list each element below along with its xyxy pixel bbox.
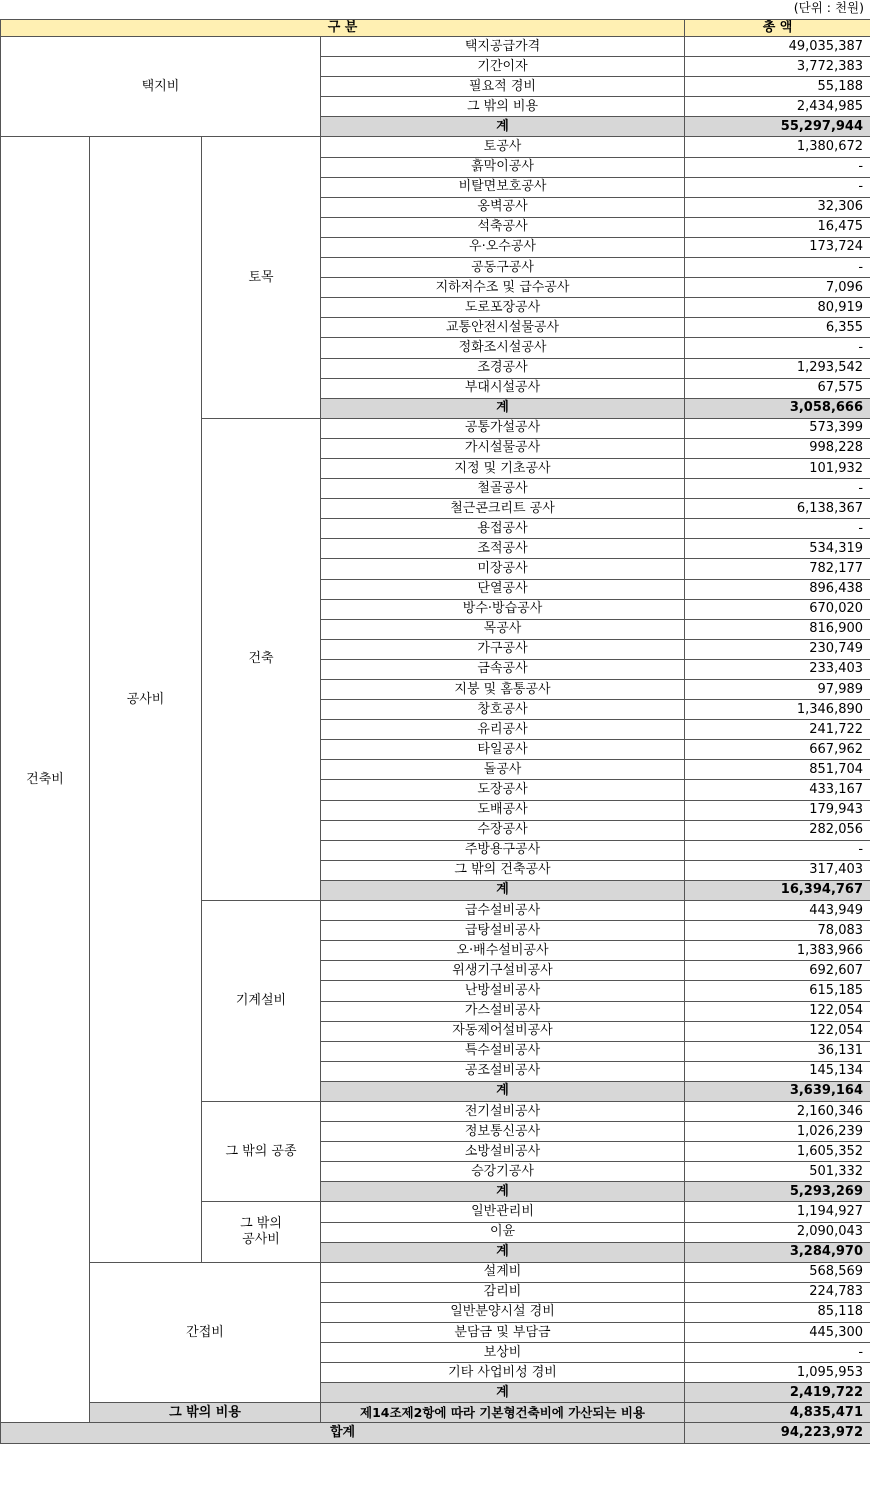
table-row: [1, 137, 870, 157]
item-name: 전기설비공사: [321, 1101, 685, 1121]
item-amount: 179,943: [685, 800, 870, 820]
item-name: 택지공급가격: [321, 37, 685, 57]
subtotal-amount: 3,639,164: [685, 1081, 870, 1101]
item-name: 목공사: [321, 619, 685, 639]
item-name: 난방설비공사: [321, 981, 685, 1001]
group-label: 기계설비: [202, 901, 321, 1102]
group-label: 건축: [202, 418, 321, 900]
item-amount: 1,605,352: [685, 1142, 870, 1162]
item-amount: 2,090,043: [685, 1222, 870, 1242]
item-name: 옹벽공사: [321, 197, 685, 217]
item-amount: 49,035,387: [685, 37, 870, 57]
item-amount: 1,026,239: [685, 1122, 870, 1142]
group-label: 그 밖의 공사비: [202, 1202, 321, 1262]
item-name: 교통안전시설물공사: [321, 318, 685, 338]
item-amount: 78,083: [685, 921, 870, 941]
subtotal-label: 계: [321, 1182, 685, 1202]
item-name: 공동구공사: [321, 258, 685, 278]
item-name: 그 밖의 건축공사: [321, 860, 685, 880]
item-name: 기간이자: [321, 57, 685, 77]
item-amount: 667,962: [685, 740, 870, 760]
item-amount: 122,054: [685, 1021, 870, 1041]
other-cost-name: 제14조제2항에 따라 기본형건축비에 가산되는 비용: [321, 1403, 685, 1423]
header-category: 구 분: [1, 20, 685, 37]
item-name: 도배공사: [321, 800, 685, 820]
item-name: 가구공사: [321, 639, 685, 659]
item-amount: 573,399: [685, 418, 870, 438]
item-amount: 1,095,953: [685, 1363, 870, 1383]
subtotal-label: 계: [321, 1081, 685, 1101]
grand-total-amount: 94,223,972: [685, 1423, 870, 1443]
group-label: 토목: [202, 137, 321, 418]
item-amount: 1,380,672: [685, 137, 870, 157]
item-name: 철근콘크리트 공사: [321, 499, 685, 519]
item-amount: 230,749: [685, 639, 870, 659]
item-name: 가스설비공사: [321, 1001, 685, 1021]
subtotal-amount: 16,394,767: [685, 880, 870, 900]
item-name: 일반분양시설 경비: [321, 1302, 685, 1322]
item-name: 수장공사: [321, 820, 685, 840]
item-amount: 501,332: [685, 1162, 870, 1182]
item-amount: 282,056: [685, 820, 870, 840]
table-row: [1, 1262, 870, 1282]
item-name: 오·배수설비공사: [321, 941, 685, 961]
item-name: 기타 사업비성 경비: [321, 1363, 685, 1383]
item-amount: 1,383,966: [685, 941, 870, 961]
subtotal-amount: 55,297,944: [685, 117, 870, 137]
item-name: 용접공사: [321, 519, 685, 539]
item-name: 공통가설공사: [321, 418, 685, 438]
item-amount: 2,160,346: [685, 1101, 870, 1121]
item-name: 지붕 및 홈통공사: [321, 680, 685, 700]
item-name: 주방용구공사: [321, 840, 685, 860]
subtotal-label: 계: [321, 1242, 685, 1262]
category-indirect: 간접비: [90, 1262, 321, 1403]
item-name: 특수설비공사: [321, 1041, 685, 1061]
item-name: 일반관리비: [321, 1202, 685, 1222]
item-name: 토공사: [321, 137, 685, 157]
item-amount: 851,704: [685, 760, 870, 780]
item-amount: 568,569: [685, 1262, 870, 1282]
item-amount: -: [685, 258, 870, 278]
item-name: 돌공사: [321, 760, 685, 780]
item-name: 승강기공사: [321, 1162, 685, 1182]
item-amount: 55,188: [685, 77, 870, 97]
item-amount: 36,131: [685, 1041, 870, 1061]
item-name: 우·오수공사: [321, 237, 685, 257]
item-name: 방수·방습공사: [321, 599, 685, 619]
item-name: 공조설비공사: [321, 1061, 685, 1081]
item-amount: 7,096: [685, 278, 870, 298]
item-amount: 1,293,542: [685, 358, 870, 378]
item-name: 미장공사: [321, 559, 685, 579]
item-amount: 670,020: [685, 599, 870, 619]
item-name: 소방설비공사: [321, 1142, 685, 1162]
item-name: 지정 및 기초공사: [321, 458, 685, 478]
item-amount: 233,403: [685, 659, 870, 679]
item-name: 급수설비공사: [321, 901, 685, 921]
item-name: 철골공사: [321, 479, 685, 499]
item-amount: 224,783: [685, 1282, 870, 1302]
item-amount: -: [685, 519, 870, 539]
item-amount: -: [685, 157, 870, 177]
subtotal-amount: 5,293,269: [685, 1182, 870, 1202]
item-amount: 615,185: [685, 981, 870, 1001]
item-amount: 816,900: [685, 619, 870, 639]
item-amount: 241,722: [685, 720, 870, 740]
item-amount: 173,724: [685, 237, 870, 257]
item-amount: 534,319: [685, 539, 870, 559]
item-name: 타일공사: [321, 740, 685, 760]
item-amount: 80,919: [685, 298, 870, 318]
item-name: 위생기구설비공사: [321, 961, 685, 981]
subtotal-amount: 3,284,970: [685, 1242, 870, 1262]
item-name: 정보통신공사: [321, 1122, 685, 1142]
item-name: 이윤: [321, 1222, 685, 1242]
cost-table-body: [1, 20, 870, 1444]
header-amount: 총 액: [685, 20, 870, 37]
item-amount: 32,306: [685, 197, 870, 217]
item-amount: 6,138,367: [685, 499, 870, 519]
item-amount: 1,346,890: [685, 700, 870, 720]
item-amount: 433,167: [685, 780, 870, 800]
item-amount: 1,194,927: [685, 1202, 870, 1222]
category-construction: 공사비: [90, 137, 202, 1262]
subtotal-label: 계: [321, 117, 685, 137]
item-name: 도로포장공사: [321, 298, 685, 318]
item-name: 보상비: [321, 1343, 685, 1363]
item-name: 분담금 및 부담금: [321, 1323, 685, 1343]
item-name: 조적공사: [321, 539, 685, 559]
item-amount: 782,177: [685, 559, 870, 579]
item-name: 비탈면보호공사: [321, 177, 685, 197]
item-amount: 122,054: [685, 1001, 870, 1021]
item-name: 정화조시설공사: [321, 338, 685, 358]
item-amount: 6,355: [685, 318, 870, 338]
subtotal-amount: 3,058,666: [685, 398, 870, 418]
unit-note: (단위 : 천원): [793, 0, 864, 15]
item-amount: -: [685, 479, 870, 499]
item-amount: -: [685, 1343, 870, 1363]
grand-total-label: 합계: [1, 1423, 685, 1443]
item-amount: 101,932: [685, 458, 870, 478]
item-amount: 3,772,383: [685, 57, 870, 77]
item-amount: 97,989: [685, 680, 870, 700]
item-amount: 445,300: [685, 1323, 870, 1343]
item-name: 조경공사: [321, 358, 685, 378]
subtotal-label: 계: [321, 398, 685, 418]
item-name: 그 밖의 비용: [321, 97, 685, 117]
subtotal-label: 계: [321, 880, 685, 900]
subtotal-label: 계: [321, 1383, 685, 1403]
item-name: 단열공사: [321, 579, 685, 599]
grand-total-row: [1, 1423, 870, 1443]
item-name: 가시설물공사: [321, 438, 685, 458]
other-cost-amount: 4,835,471: [685, 1403, 870, 1423]
item-name: 감리비: [321, 1282, 685, 1302]
item-name: 창호공사: [321, 700, 685, 720]
other-cost-row: [1, 1403, 870, 1423]
table-row: [1, 37, 870, 57]
item-amount: 67,575: [685, 378, 870, 398]
other-cost-label: 그 밖의 비용: [90, 1403, 321, 1423]
item-name: 지하저수조 및 급수공사: [321, 278, 685, 298]
item-name: 유리공사: [321, 720, 685, 740]
category-building: 건축비: [1, 137, 90, 1423]
item-amount: 998,228: [685, 438, 870, 458]
item-amount: -: [685, 338, 870, 358]
item-amount: 692,607: [685, 961, 870, 981]
item-name: 설계비: [321, 1262, 685, 1282]
item-amount: 16,475: [685, 217, 870, 237]
header-row: [1, 20, 870, 37]
item-name: 자동제어설비공사: [321, 1021, 685, 1041]
item-amount: 317,403: [685, 860, 870, 880]
subtotal-amount: 2,419,722: [685, 1383, 870, 1403]
item-amount: 2,434,985: [685, 97, 870, 117]
item-amount: 896,438: [685, 579, 870, 599]
item-name: 급탕설비공사: [321, 921, 685, 941]
item-amount: 443,949: [685, 901, 870, 921]
item-name: 필요적 경비: [321, 77, 685, 97]
item-amount: 85,118: [685, 1302, 870, 1322]
item-name: 금속공사: [321, 659, 685, 679]
item-name: 부대시설공사: [321, 378, 685, 398]
item-name: 도장공사: [321, 780, 685, 800]
category-land: 택지비: [1, 37, 321, 137]
item-name: 흙막이공사: [321, 157, 685, 177]
item-name: 석축공사: [321, 217, 685, 237]
item-amount: -: [685, 840, 870, 860]
group-label: 그 밖의 공종: [202, 1101, 321, 1201]
cost-table: [0, 19, 870, 1444]
item-amount: 145,134: [685, 1061, 870, 1081]
item-amount: -: [685, 177, 870, 197]
